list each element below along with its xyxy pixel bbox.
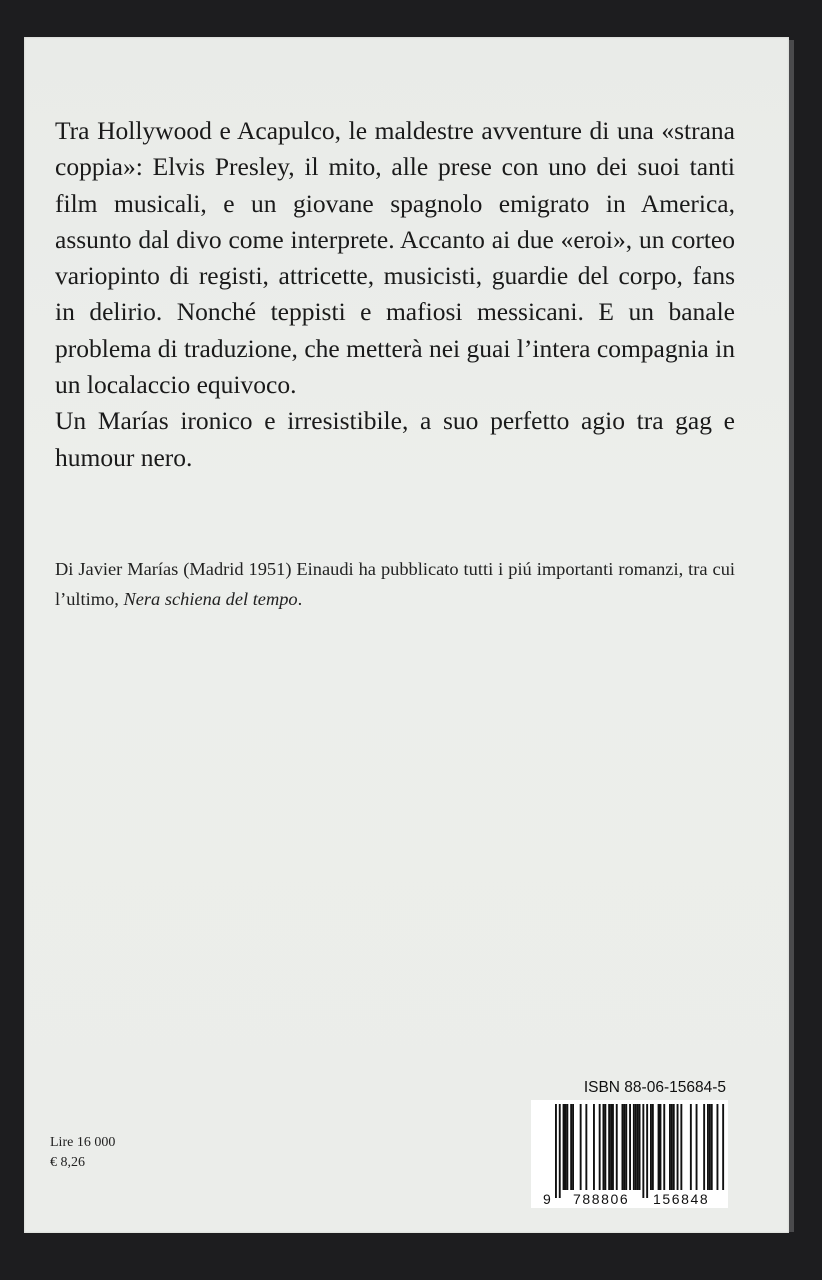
barcode-bar — [680, 1104, 682, 1190]
barcode-bar — [599, 1104, 601, 1190]
barcode-bar — [722, 1104, 724, 1190]
barcode-bar — [585, 1104, 587, 1190]
isbn-label: ISBN 88-06-15684-5 — [583, 1079, 726, 1096]
barcode-bar — [717, 1104, 719, 1190]
author-note — [55, 555, 735, 614]
barcode-bar — [671, 1104, 673, 1190]
barcode-bar — [650, 1104, 652, 1190]
barcode-bar — [559, 1104, 561, 1198]
barcode-bar — [673, 1104, 675, 1190]
barcode-right-digits: 156848 — [653, 1191, 710, 1207]
barcode-bar — [570, 1104, 572, 1190]
blurb-text — [55, 113, 735, 476]
barcode-bar — [677, 1104, 679, 1190]
barcode-bar — [707, 1104, 709, 1190]
barcode-left-digits: 788806 — [573, 1191, 630, 1207]
barcode-bar — [580, 1104, 582, 1190]
barcode-bar — [622, 1104, 624, 1190]
barcode-bar — [663, 1104, 665, 1190]
barcode-bar — [623, 1104, 625, 1190]
barcode-bar — [642, 1104, 644, 1198]
barcode-bar — [633, 1104, 635, 1190]
barcode-bar — [660, 1104, 662, 1190]
barcode-bar — [709, 1104, 711, 1190]
barcode-bar — [669, 1104, 671, 1190]
barcode-bar — [604, 1104, 606, 1190]
barcode-bar — [703, 1104, 705, 1190]
blurb-paragraph-2: Un Marías ironico e irresistibile, a suo perfetto agio tra gag e humour nero. — [55, 406, 735, 472]
barcode-bar — [603, 1104, 605, 1190]
barcode-bar — [608, 1104, 610, 1190]
barcode-bar — [563, 1104, 565, 1190]
barcode-bar — [566, 1104, 568, 1190]
barcode-lead-digit: 9 — [543, 1191, 551, 1207]
barcode-bar — [690, 1104, 692, 1190]
barcode-bar — [555, 1104, 557, 1198]
price-euro: € 8,26 — [50, 1155, 85, 1170]
barcode-bar — [616, 1104, 618, 1190]
barcode-bar — [711, 1104, 713, 1190]
barcode-bar — [610, 1104, 612, 1190]
barcode-bar — [565, 1104, 567, 1190]
barcode-bar — [629, 1104, 631, 1190]
author-note-text: Di Javier Marías (Madrid 1951) Einaudi ha pubblicato tutti i piú importanti romanzi, tra cui l’ultimo, — [55, 559, 735, 609]
barcode-bar — [639, 1104, 641, 1190]
barcode-bar — [612, 1104, 614, 1190]
barcode-bar — [637, 1104, 639, 1190]
price-block — [50, 1133, 115, 1173]
book-title-italic: Nera schiena del tempo — [123, 588, 298, 609]
barcode — [531, 1100, 728, 1208]
barcode-bar — [635, 1104, 637, 1190]
author-note-end: . — [297, 588, 303, 609]
barcode-bar — [658, 1104, 660, 1190]
barcode-bar — [646, 1104, 648, 1198]
barcode-bar — [696, 1104, 698, 1190]
blurb-paragraph-1: Tra Hollywood e Acapulco, le maldestre avventure di una «strana coppia»: Elvis Presley, il mito, alle prese con uno dei suoi tanti film musicali, e un giovane spagnolo emigrato in America, assunto dal divo come interprete. Accanto ai due «eroi», un corteo variopinto di registi, attricette, musicisti, guardie del corpo, fans in delirio. Nonché teppisti e mafiosi messicani. E un banale problema di traduzione, che metterà nei guai l’intera compagnia in un localaccio equivoco. — [55, 116, 735, 400]
barcode-bar — [625, 1104, 627, 1190]
barcode-bar — [572, 1104, 574, 1190]
barcode-bar — [593, 1104, 595, 1190]
price-lire: Lire 16 000 — [50, 1135, 116, 1150]
barcode-bar — [652, 1104, 654, 1190]
